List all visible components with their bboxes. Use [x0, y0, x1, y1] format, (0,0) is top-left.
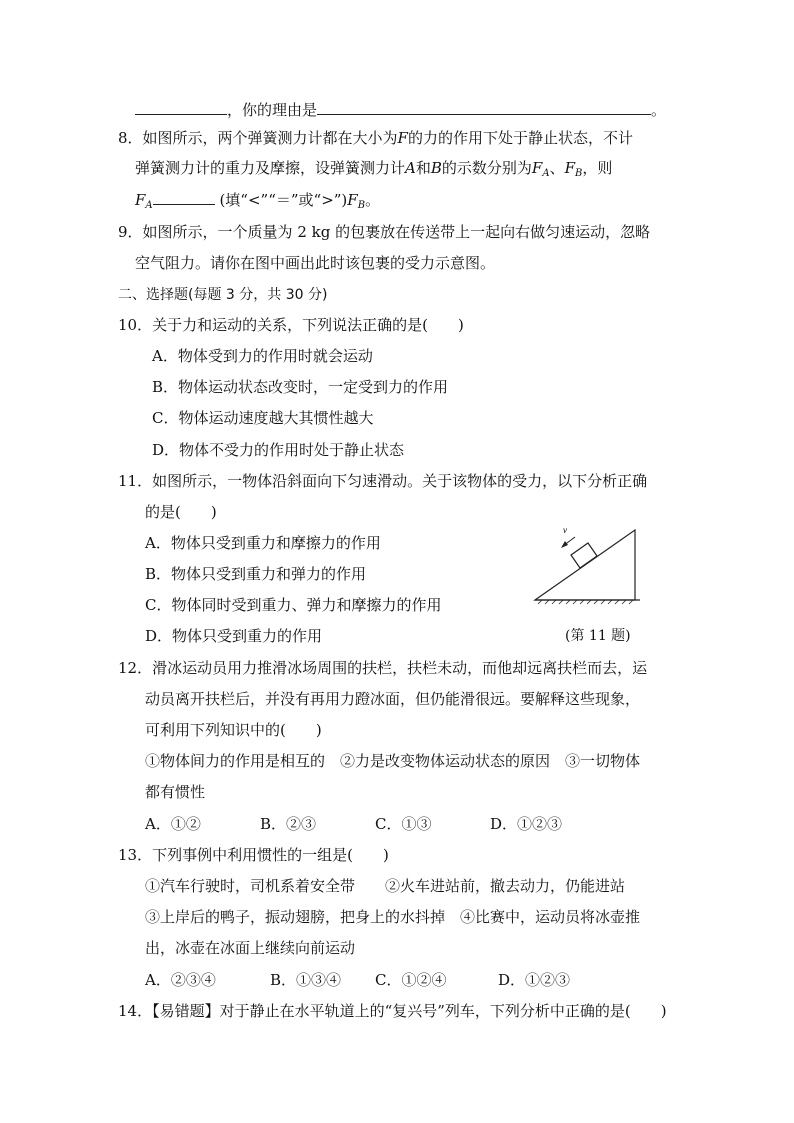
q8-and: 和: [415, 159, 431, 177]
q12-stem-3: 可利用下列知识中的( ): [145, 721, 322, 739]
q12-option-a[interactable]: A．①②: [145, 815, 201, 833]
q8-text-1b: 的力的作用下处于静止状态，不计: [407, 129, 633, 147]
q8-text-2c: ，则: [582, 159, 613, 177]
q10-option-a[interactable]: A．物体受到力的作用时就会运动: [152, 347, 373, 365]
q8-l3-fb: F: [347, 191, 358, 209]
q12-option-d[interactable]: D．①②③: [490, 815, 563, 833]
q12-stem-2: 动员离开扶栏后，并没有再用力蹬冰面，但仍能滑很远。要解释这些现象，: [145, 690, 641, 708]
q8-fb: F: [564, 159, 576, 177]
q9-line-1: 9．如图所示，一个质量为 2 kg 的包裹放在传送带上一起向右做匀速运动，忽略: [118, 223, 651, 241]
q9-line-2: 空气阻力。请你在图中画出此时该包裹的受力示意图。: [135, 254, 496, 272]
q8-text-1: 8．如图所示，两个弹簧测力计都在大小为: [118, 129, 398, 147]
q13-option-d[interactable]: D．①②③: [498, 971, 571, 989]
q11-option-b[interactable]: B．物体只受到重力和弹力的作用: [145, 565, 367, 583]
q8-var-f: F: [397, 129, 408, 147]
q13-stem: 13．下列事例中利用惯性的一组是( ): [118, 846, 389, 864]
q11-stem-1: 11．如图所示，一物体沿斜面向下匀速滑动。关于该物体的受力，以下分析正确: [118, 472, 648, 490]
q10-stem: 10．关于力和运动的关系，下列说法正确的是( ): [118, 316, 464, 334]
q8-text-2b: 的示数分别为: [441, 159, 532, 177]
q13-option-a[interactable]: A．②③④: [145, 971, 216, 989]
q11-incline-figure: [530, 520, 645, 610]
q12-items-2: 都有惯性: [145, 783, 206, 801]
q8-fa-sub: A: [542, 168, 550, 179]
section-2-heading: 二、选择题(每题 3 分，共 30 分): [118, 287, 328, 303]
q11-option-d[interactable]: D．物体只受到重力的作用: [145, 627, 323, 645]
q10-option-b[interactable]: B．物体运动状态改变时，一定受到力的作用: [152, 378, 449, 396]
q7-period: 。: [651, 101, 667, 119]
q8-l3-fa-sub: A: [145, 200, 153, 211]
q7-reason-label: ，你的理由是: [227, 101, 318, 119]
q8-sep: 、: [549, 159, 565, 177]
q8-fb-sub: B: [575, 168, 583, 179]
velocity-arrowhead: [561, 541, 568, 548]
q8-fill-hint: (填“<”“＝”或“>”): [219, 191, 348, 209]
q7-blank-1[interactable]: [135, 98, 227, 115]
q8-var-a: A: [405, 159, 416, 177]
q11-option-c[interactable]: C．物体同时受到重力、弹力和摩擦力的作用: [145, 596, 442, 614]
q11-stem-2: 的是( ): [145, 503, 217, 521]
q13-option-b[interactable]: B．①③④: [270, 971, 342, 989]
q12-option-b[interactable]: B．②③: [260, 815, 317, 833]
q12-items-1: ①物体间力的作用是相互的 ②力是改变物体运动状态的原因 ③一切物体: [145, 752, 641, 770]
q7-reason-line: [135, 98, 666, 120]
q10-option-c[interactable]: C．物体运动速度越大其惯性越大: [152, 409, 374, 427]
q8-l3-end: 。: [365, 191, 381, 209]
q8-answer-blank[interactable]: [153, 188, 215, 205]
q8-line-2: [135, 158, 612, 184]
q8-line-1: [118, 128, 633, 148]
q13-items-1: ①汽车行驶时，司机系着安全带 ②火车进站前，撤去动力，仍能进站: [145, 877, 626, 895]
q13-option-c[interactable]: C．①②④: [375, 971, 447, 989]
q8-l3-fb-sub: B: [357, 200, 366, 211]
q10-option-d[interactable]: D．物体不受力的作用时处于静止状态: [152, 441, 405, 459]
q12-option-c[interactable]: C．①③: [375, 815, 432, 833]
velocity-label: v: [563, 525, 567, 535]
q11-option-a[interactable]: A．物体只受到重力和摩擦力的作用: [145, 534, 381, 552]
q13-items-3: 出，冰壶在冰面上继续向前运动: [145, 939, 356, 957]
q8-text-2: 弹簧测力计的重力及摩擦，设弹簧测力计: [135, 159, 406, 177]
q8-var-b: B: [430, 159, 442, 177]
q13-items-2: ③上岸后的鸭子，振动翅膀，把身上的水抖掉 ④比赛中，运动员将冰壶推: [145, 908, 641, 926]
q8-fa: F: [531, 159, 543, 177]
q12-stem-1: 12．滑冰运动员用力推滑冰场周围的扶栏，扶栏未动，而他却远离扶栏而去，运: [118, 659, 648, 677]
q8-l3-fa: F: [135, 191, 146, 209]
q11-fig-caption: (第 11 题): [565, 628, 631, 644]
sliding-block: [571, 543, 597, 568]
q8-line-3: [135, 188, 380, 216]
q14-stem: 14．【易错题】对于静止在水平轨道上的“复兴号”列车，下列分析中正确的是( ): [118, 1002, 667, 1020]
q7-blank-2[interactable]: [317, 98, 651, 115]
